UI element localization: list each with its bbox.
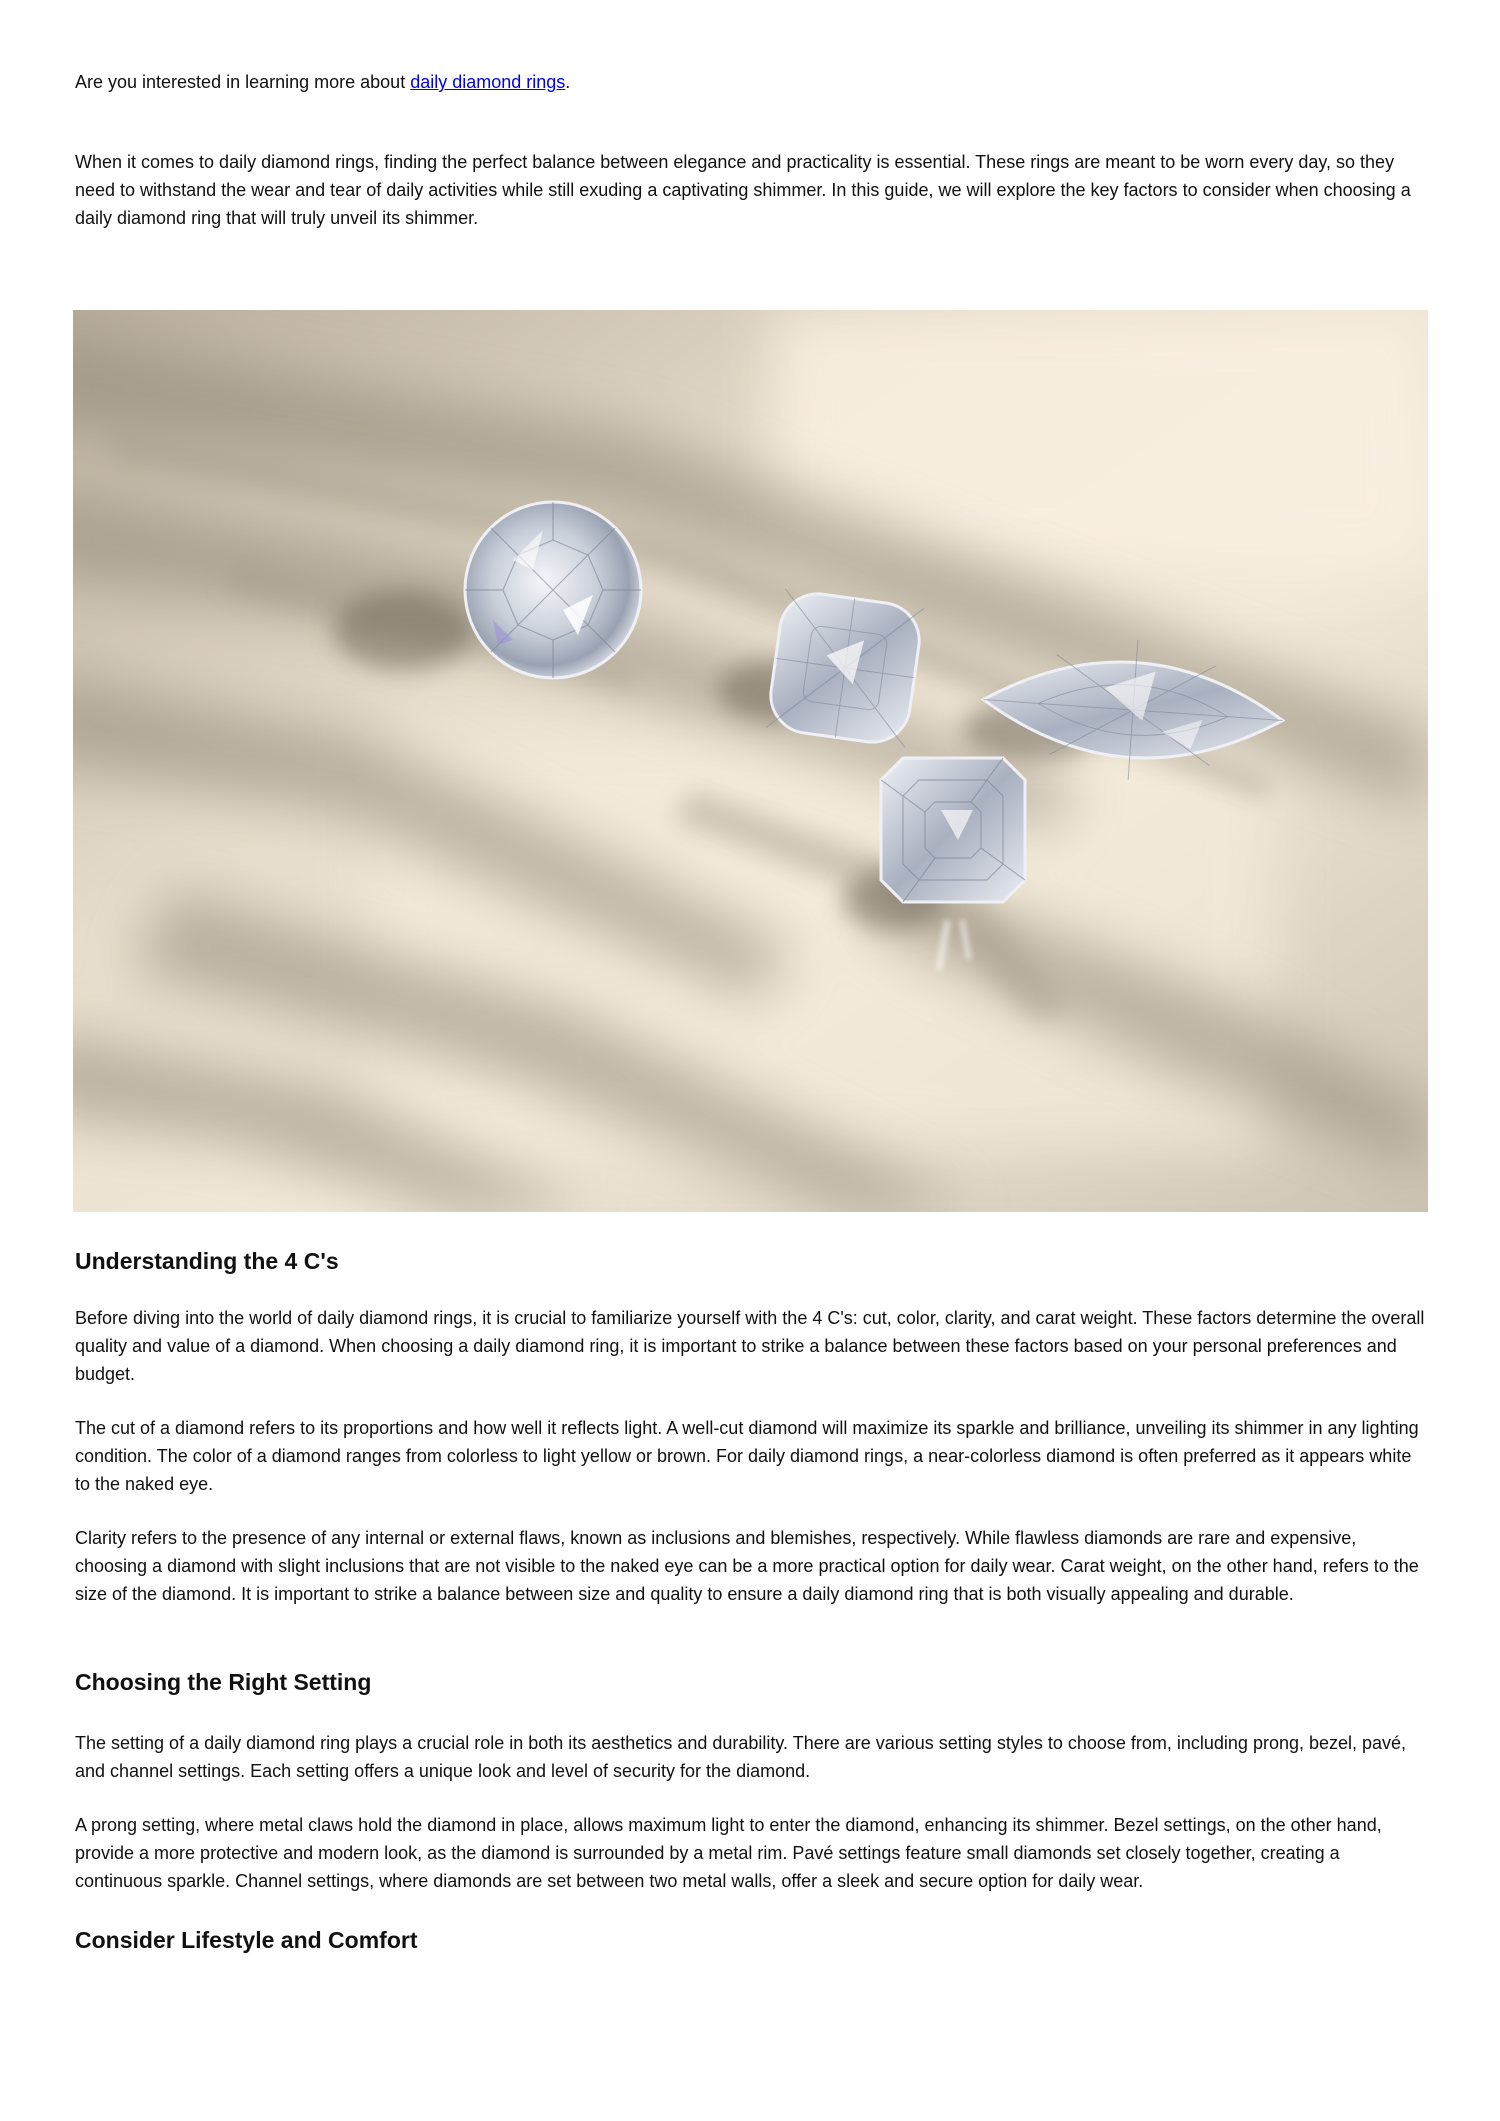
round-diamond [465, 502, 641, 678]
section-paragraph: A prong setting, where metal claws hold the diamond in place, allows maximum light to enter the diamond, enhancing its shimmer. Bezel settings, on the other hand, provide a more protective and modern look, as the diamond is surrounded by a metal rim. Pavé settings feature small diamonds set closely together, creating a continuous sparkle. Channel settings, where diamonds are set between two metal walls, offer a sleek and secure option for daily wear. [75, 1815, 1382, 1891]
asscher-diamond [881, 758, 1025, 902]
intro-paragraph [75, 68, 570, 96]
intro-text: Are you interested in learning more about [75, 72, 411, 92]
section-heading: Understanding the 4 C's [75, 1248, 339, 1274]
section-paragraph: The setting of a daily diamond ring plays a crucial role in both its aesthetics and durability. There are various setting styles to choose from, including prong, bezel, pavé, and channel settings. Each setting offers a unique look and level of security for the diamond. [75, 1733, 1407, 1781]
section-paragraph: Before diving into the world of daily diamond rings, it is crucial to familiarize yourself with the 4 C's: cut, color, clarity, and carat weight. These factors determine the overall quality and value of a diamond. When choosing a daily diamond ring, it is important to strike a balance between these factors based on your personal preferences and budget. [75, 1308, 1425, 1384]
daily-diamond-rings-link[interactable]: daily diamond rings [410, 72, 566, 92]
section-heading: Choosing the Right Setting [75, 1669, 372, 1695]
lead-paragraph: When it comes to daily diamond rings, finding the perfect balance between elegance and practicality is essential. These rings are meant to be worn every day, so they need to withstand the wear and tear of daily activities while still exuding a captivating shimmer. In this guide, we will explore the key factors to consider when choosing a daily diamond ring that will truly unveil its shimmer. [75, 152, 1411, 228]
section-heading: Consider Lifestyle and Comfort [75, 1927, 418, 1953]
section-paragraph: Clarity refers to the presence of any internal or external flaws, known as inclusions and blemishes, respectively. While flawless diamonds are rare and expensive, choosing a diamond with slight inclusions that are not visible to the naked eye can be a more practical option for daily wear. Carat weight, on the other hand, refers to the size of the diamond. It is important to strike a balance between size and quality to ensure a daily diamond ring that is both visually appealing and durable. [75, 1528, 1419, 1604]
hero-diamonds-image [73, 310, 1428, 1212]
section-choosing-setting [75, 1668, 1430, 1921]
section-lifestyle-comfort [75, 1926, 1430, 1954]
section-paragraph: The cut of a diamond refers to its proportions and how well it reflects light. A well-cut diamond will maximize its sparkle and brilliance, unveiling its shimmer in any lighting condition. The color of a diamond ranges from colorless to light yellow or brown. For daily diamond rings, a near-colorless diamond is often preferred as it appears white to the naked eye. [75, 1418, 1419, 1494]
section-understanding-4cs [75, 1247, 1430, 1634]
intro-period: . [565, 72, 571, 92]
cushion-diamond [766, 589, 924, 747]
